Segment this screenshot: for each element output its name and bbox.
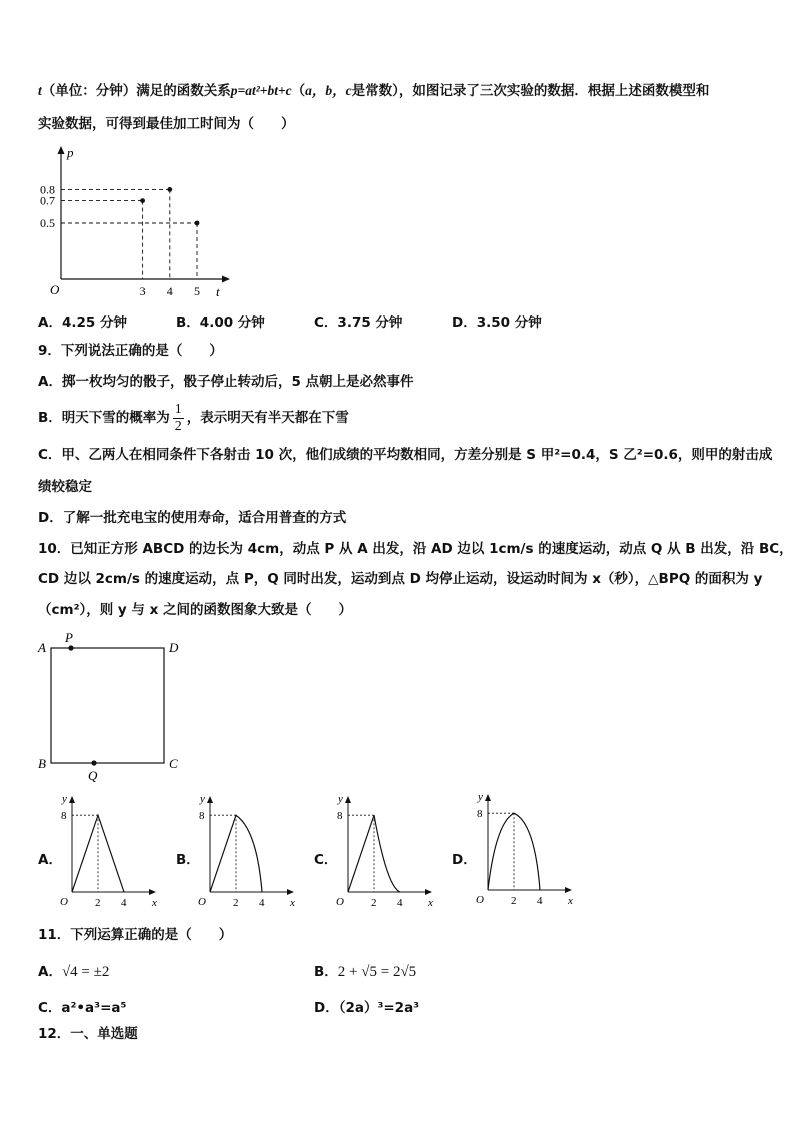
x-axis-label: x [568,895,573,907]
q8-stem-line2: 实验数据，可得到最佳加工时间为（ ） [38,116,295,132]
q10-graph-c [334,790,444,912]
x-tick-4: 4 [121,897,127,909]
origin-label: O [50,282,60,297]
q9-option-a: A．掷一枚均匀的骰子，骰子停止转动后，5 点朝上是必然事件 [38,374,414,390]
q8-chart [40,142,240,302]
q10-option-d-label: D． [452,852,477,868]
origin-label: O [60,896,68,908]
x-axis-label: x [290,897,295,909]
x-tick-2: 2 [371,897,377,909]
origin-label: O [198,896,206,908]
x-axis-arrow [149,889,156,895]
y-tick-8: 8 [477,808,483,821]
label-p: P [65,630,73,645]
x-axis-arrow [287,889,294,895]
x-tick-2: 2 [233,897,239,909]
data-point [195,221,200,226]
square-abcd-figure [30,628,190,788]
q10-graph-b [196,790,306,912]
q9-option-b: B．明天下雪的概率为 $\frac{1}{2}$ ，表示明天有半天都在下雪 [38,401,349,434]
x-axis-label: x [152,897,157,909]
y-axis-arrow [345,796,351,803]
q8-stem-line1: t（单位：分钟）满足的函数关系p=at²+bt+c（a，b，c是常数），如图记录了三次实验的数据．根据上述函数模型和 [38,83,710,99]
x-tick-label: 3 [139,284,146,298]
y-tick-8: 8 [199,810,205,823]
x-axis-label: t [216,284,220,299]
q10-option-c-label: C． [314,852,338,868]
point-q [91,760,96,765]
q11-option-b-math: 2 + √5 = 2√5 [337,964,417,980]
x-tick-4: 4 [259,897,265,909]
q9-option-c-line2: 绩较稳定 [38,479,92,495]
origin-label: O [476,894,484,906]
x-tick-2: 2 [95,897,101,909]
x-tick-label: 5 [194,284,200,298]
y-axis-label: p [67,145,74,160]
q10-option-a-label: A． [38,852,62,868]
y-axis-arrow [58,146,65,154]
origin-label: O [336,896,344,908]
q9-stem: 9．下列说法正确的是（ ） [38,343,223,359]
y-axis-arrow [69,796,75,803]
q8-option-d: D．3.50 分钟 [452,315,542,331]
q8-option-b: B．4.00 分钟 [176,315,265,331]
label-d: D [169,640,179,655]
q10-graph-d [474,788,584,912]
x-tick-label: 4 [166,284,173,298]
y-axis-label: y [62,793,67,805]
q11-stem: 11．下列运算正确的是（ ） [38,927,233,943]
y-axis-arrow [485,794,491,801]
label-a: A [38,640,46,655]
x-axis-arrow [565,887,572,893]
y-axis-label: y [478,791,483,803]
q10-option-b-label: B． [176,852,200,868]
y-tick-label: 0.8 [40,182,55,197]
q11-option-b: B．2 + √5 = 2√5 [314,964,417,980]
y-tick-label: 0.7 [40,193,55,208]
q11-option-d: D．（2a）³=2a³ [314,1000,420,1016]
data-point [167,187,172,192]
label-q: Q [88,768,98,783]
x-tick-2: 2 [511,895,517,907]
x-tick-4: 4 [397,897,403,909]
q9-option-c-line1: C．甲、乙两人在相同条件下各射击 10 次，他们成绩的平均数相同，方差分别是 S 甲²=0.4，S 乙²=0.6，则甲的射击成 [38,447,773,463]
x-tick-4: 4 [537,895,543,907]
q10-stem-line2: CD 边以 2cm/s 的速度运动，点 P，Q 同时出发，运动到点 D 均停止运动，设运动时间为 x（秒），△BPQ 的面积为 y [38,571,763,587]
y-tick-label: 0.5 [40,216,55,230]
q9-option-d: D．了解一批充电宝的使用寿命，适合用普查的方式 [38,510,347,526]
q11-option-a-math: √4 = ±2 [61,964,110,980]
label-c: C [169,756,178,771]
q10-stem-line1: 10．已知正方形 ABCD 的边长为 4cm，动点 P 从 A 出发，沿 AD 边以 1cm/s 的速度运动，动点 Q 从 B 出发，沿 BC， [38,541,793,557]
label-b: B [38,756,46,771]
square-outline [51,648,164,763]
q12-stem: 12．一、单选题 [38,1026,138,1042]
y-axis-label: y [200,793,205,805]
x-axis-arrow [425,889,432,895]
q10-stem-line3: （cm²），则 y 与 x 之间的函数图象大致是（ ） [38,602,353,618]
y-tick-8: 8 [337,810,343,823]
q10-graph-a [58,790,168,912]
point-p [68,645,73,650]
y-axis-label: y [338,793,343,805]
q11-option-a: A．√4 = ±2 [38,964,110,980]
q8-option-a: A．4.25 分钟 [38,315,127,331]
q11-option-c: C．a²•a³=a⁵ [38,1000,127,1016]
y-tick-8: 8 [61,810,67,823]
y-axis-arrow [207,796,213,803]
data-point [140,198,145,203]
fraction-one-half: $\frac{1}{2}$ [174,401,182,434]
q8-option-c: C．3.75 分钟 [314,315,403,331]
x-axis-arrow [222,276,230,283]
x-axis-label: x [428,897,433,909]
